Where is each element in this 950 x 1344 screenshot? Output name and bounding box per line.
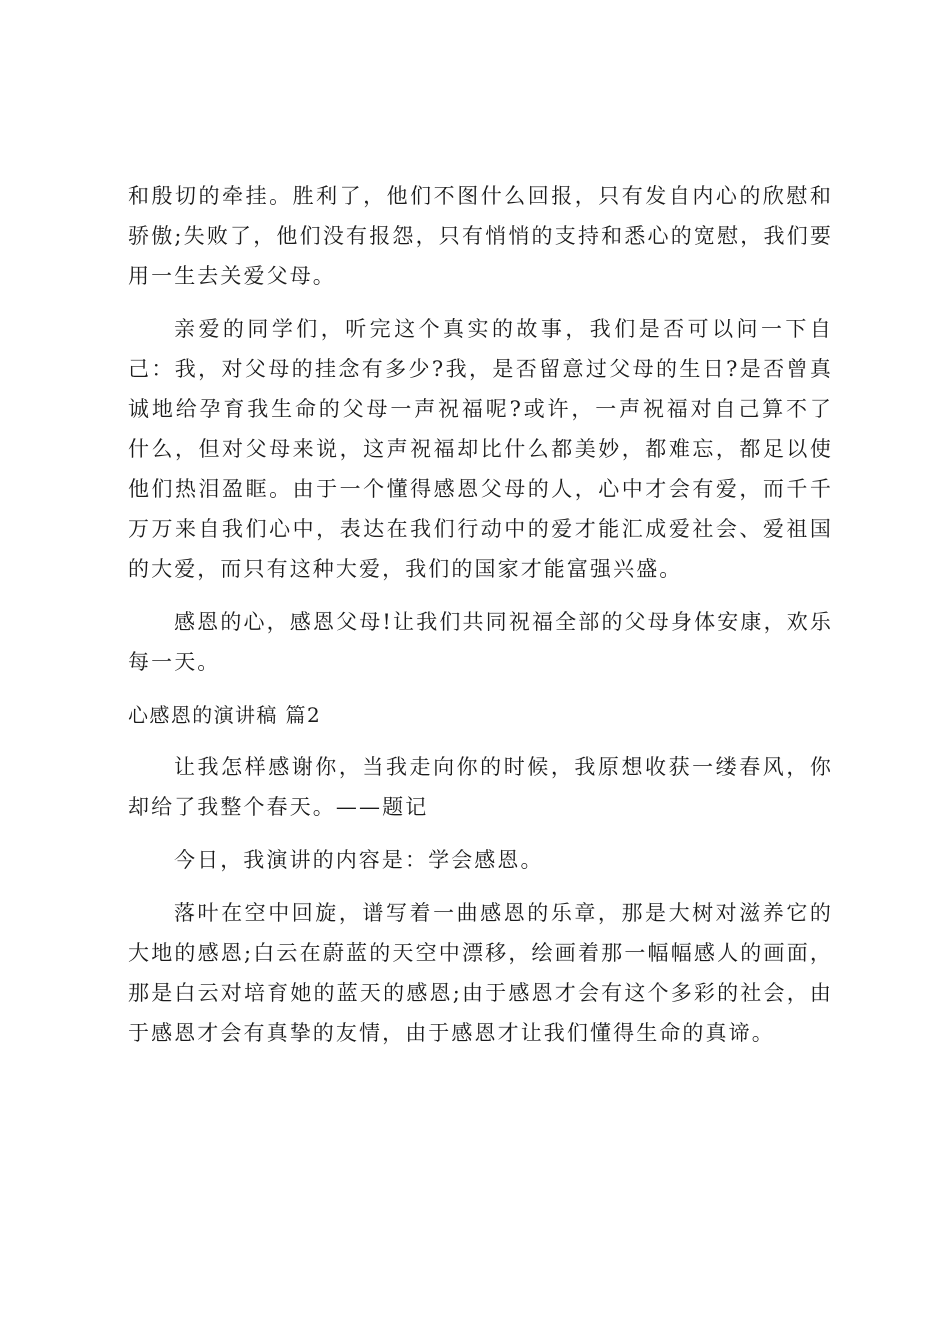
- paragraph-5: 今日，我演讲的内容是：学会感恩。: [174, 848, 544, 872]
- paragraph-4: 让我怎样感谢你，当我走向你的时候，我原想收获一缕春风，你却给了我整个春天。——题记: [128, 755, 833, 819]
- paragraph-3: 感恩的心，感恩父母!让我们共同祝福全部的父母身体安康，欢乐每一天。: [128, 610, 833, 674]
- paragraph-6: 落叶在空中回旋，谱写着一曲感恩的乐章，那是大树对滋养它的大地的感恩;白云在蔚蓝的天空中漂移，绘画着那一幅幅感人的画面，那是白云对培育她的蓝天的感恩;由于感恩才会有这个多彩的社会，由于感恩才会有真挚的友情，由于感恩才让我们懂得生命的真谛。: [128, 901, 833, 1045]
- section-heading: 心感恩的演讲稿 篇2: [128, 703, 322, 727]
- paragraph-2: 亲爱的同学们，听完这个真实的故事，我们是否可以问一下自己：我，对父母的挂念有多少?我，是否留意过父母的生日?是否曾真诚地给孕育我生命的父母一声祝福呢?或许，一声祝福对自己算不了什么，但对父母来说，这声祝福却比什么都美妙，都难忘，都足以使他们热泪盈眶。由于一个懂得感恩父母的人，心中才会有爱，而千千万万来自我们心中，表达在我们行动中的爱才能汇成爱社会、爱祖国的大爱，而只有这种大爱，我们的国家才能富强兴盛。: [128, 317, 833, 581]
- paragraph-1: 和殷切的牵挂。胜利了，他们不图什么回报，只有发自内心的欣慰和骄傲;失败了，他们没有报怨，只有悄悄的支持和悉心的宽慰，我们要用一生去关爱父母。: [128, 184, 833, 288]
- document-body: [128, 176, 833, 1066]
